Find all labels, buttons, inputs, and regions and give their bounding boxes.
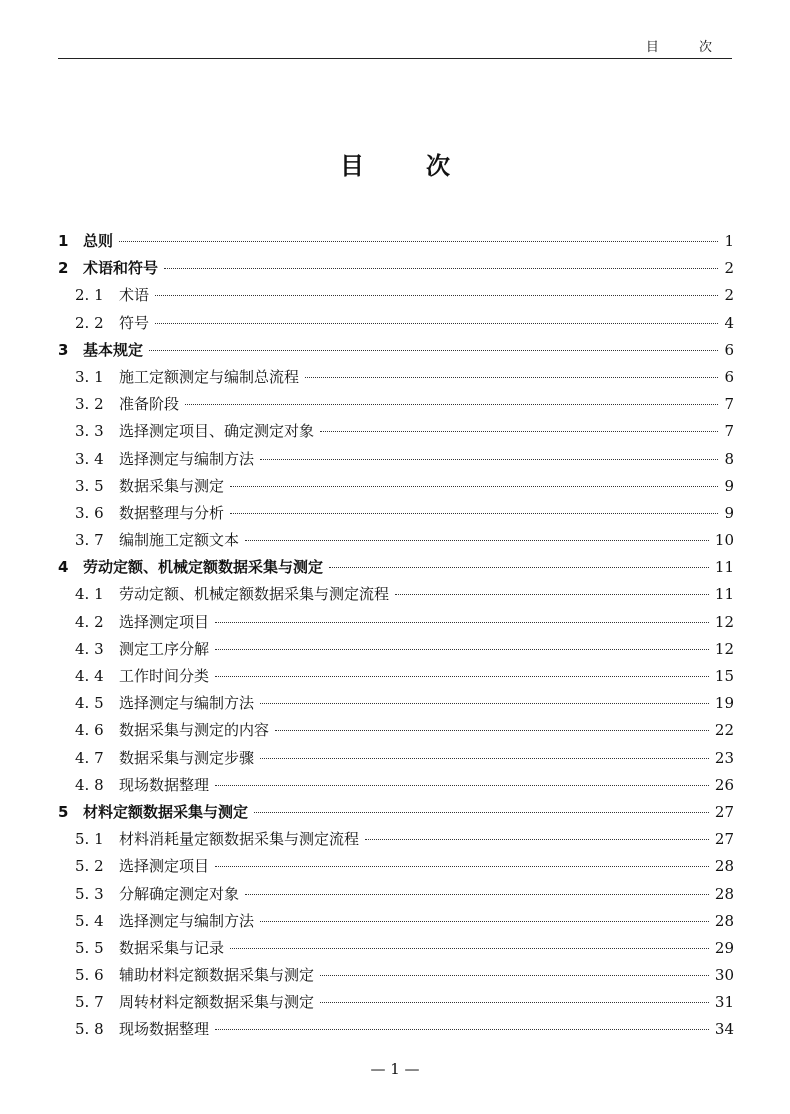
toc-entry-page: 30 xyxy=(714,966,734,985)
toc-entry-number: 4. 6 xyxy=(75,721,104,740)
toc-section-entry[interactable] xyxy=(58,391,734,418)
toc-entry-number: 4. 5 xyxy=(75,694,104,713)
toc-dot-leader xyxy=(320,1002,709,1003)
toc-entry-number: 4. 3 xyxy=(75,639,104,658)
toc-dot-leader xyxy=(260,459,718,460)
toc-dot-leader xyxy=(275,730,709,731)
toc-entry-page: 6 xyxy=(724,367,734,386)
toc-entry-page: 8 xyxy=(724,449,734,468)
toc-entry-number: 2. 1 xyxy=(75,286,104,305)
toc-entry-page: 10 xyxy=(714,531,734,550)
toc-chapter-entry[interactable] xyxy=(58,799,734,826)
toc-dot-leader xyxy=(215,866,709,867)
toc-entry-number: 4. 1 xyxy=(75,585,104,604)
toc-entry-label: 分解确定测定对象 xyxy=(119,884,240,903)
toc-section-entry[interactable] xyxy=(58,1016,734,1043)
toc-entry-number: 2 xyxy=(58,259,69,278)
toc-dot-leader xyxy=(185,404,718,405)
toc-dot-leader xyxy=(230,948,709,949)
toc-section-entry[interactable] xyxy=(58,745,734,772)
toc-dot-leader xyxy=(215,649,709,650)
toc-entry-number: 3. 1 xyxy=(75,367,104,386)
toc-entry-number: 5. 8 xyxy=(75,1020,104,1039)
toc-section-entry[interactable] xyxy=(58,853,734,880)
toc-dot-leader xyxy=(230,513,718,514)
toc-entry-label: 工作时间分类 xyxy=(119,667,210,685)
toc-section-entry[interactable] xyxy=(58,881,734,908)
toc-entry-page: 27 xyxy=(714,830,734,849)
toc-entry-page: 28 xyxy=(714,911,734,930)
toc-dot-leader xyxy=(320,431,718,432)
toc-section-entry[interactable] xyxy=(58,826,734,853)
toc-entry-label: 总则 xyxy=(83,232,114,250)
toc-entry-label: 数据采集与记录 xyxy=(119,938,225,957)
toc-dot-leader xyxy=(254,812,709,813)
toc-entry-page: 28 xyxy=(714,857,734,876)
toc-entry-number: 3. 4 xyxy=(75,449,104,468)
toc-section-entry[interactable] xyxy=(58,364,734,391)
toc-entry-number: 4. 2 xyxy=(75,612,104,631)
toc-entry-page: 23 xyxy=(714,748,734,767)
toc-entry-number: 5. 2 xyxy=(75,857,104,876)
toc-entry-page: 28 xyxy=(714,884,734,903)
toc-entry-number: 5. 1 xyxy=(75,830,104,849)
toc-entry-page: 12 xyxy=(714,639,734,658)
toc-dot-leader xyxy=(230,486,718,487)
toc-section-entry[interactable] xyxy=(58,908,734,935)
toc-section-entry[interactable] xyxy=(58,500,734,527)
toc-entry-page: 29 xyxy=(714,938,734,957)
toc-entry-label: 选择测定与编制方法 xyxy=(119,694,255,713)
toc-entry-number: 5. 7 xyxy=(75,993,104,1012)
toc-section-entry[interactable] xyxy=(58,609,734,636)
toc-section-entry[interactable] xyxy=(58,962,734,989)
toc-entry-label: 数据采集与测定步骤 xyxy=(119,748,255,767)
toc-dot-leader xyxy=(215,785,709,786)
toc-entry-number: 4 xyxy=(58,558,69,577)
toc-entry-page: 2 xyxy=(724,259,734,278)
toc-entry-page: 6 xyxy=(724,340,734,359)
toc-entry-label: 符号 xyxy=(119,313,150,332)
toc-entry-label: 选择测定与编制方法 xyxy=(119,911,255,930)
toc-entry-page: 34 xyxy=(714,1020,734,1039)
table-of-contents xyxy=(58,228,734,1044)
toc-entry-label: 数据采集与测定的内容 xyxy=(119,721,270,740)
toc-entry-label: 选择测定项目 xyxy=(119,612,210,631)
toc-entry-number: 3. 6 xyxy=(75,503,104,522)
toc-entry-page: 31 xyxy=(714,993,734,1012)
toc-section-entry[interactable] xyxy=(58,663,734,690)
toc-dot-leader xyxy=(215,1029,709,1030)
toc-section-entry[interactable] xyxy=(58,636,734,663)
toc-dot-leader xyxy=(155,323,718,324)
toc-section-entry[interactable] xyxy=(58,772,734,799)
page-number: — 1 — xyxy=(370,1060,420,1078)
toc-section-entry[interactable] xyxy=(58,418,734,445)
toc-entry-page: 9 xyxy=(724,503,734,522)
toc-entry-number: 3. 7 xyxy=(75,531,104,550)
toc-dot-leader xyxy=(215,676,709,677)
toc-entry-number: 5. 3 xyxy=(75,884,104,903)
toc-entry-number: 3. 5 xyxy=(75,476,104,495)
toc-dot-leader xyxy=(329,567,709,568)
toc-dot-leader xyxy=(149,350,718,351)
toc-entry-number: 2. 2 xyxy=(75,313,104,332)
toc-dot-leader xyxy=(119,241,718,242)
toc-entry-number: 4. 4 xyxy=(75,667,104,685)
page-title-char-2: 次 xyxy=(426,152,450,180)
toc-entry-number: 5. 6 xyxy=(75,966,104,985)
toc-entry-page: 12 xyxy=(714,612,734,631)
toc-dot-leader xyxy=(245,540,709,541)
toc-section-entry[interactable] xyxy=(58,581,734,608)
toc-dot-leader xyxy=(305,377,718,378)
toc-entry-label: 劳动定额、机械定额数据采集与测定流程 xyxy=(119,585,390,604)
toc-dot-leader xyxy=(395,594,709,595)
toc-entry-label: 术语和符号 xyxy=(83,259,159,278)
toc-entry-number: 5 xyxy=(58,802,69,821)
toc-entry-number: 4. 8 xyxy=(75,775,104,794)
toc-dot-leader xyxy=(260,703,709,704)
toc-entry-label: 施工定额测定与编制总流程 xyxy=(119,367,300,386)
toc-section-entry[interactable] xyxy=(58,446,734,473)
toc-entry-page: 7 xyxy=(724,395,734,414)
toc-section-entry[interactable] xyxy=(58,473,734,500)
toc-chapter-entry[interactable] xyxy=(58,255,734,282)
toc-entry-number: 5. 5 xyxy=(75,938,104,957)
toc-entry-label: 准备阶段 xyxy=(119,395,180,414)
toc-entry-number: 4. 7 xyxy=(75,748,104,767)
toc-entry-page: 15 xyxy=(714,667,734,685)
toc-entry-label: 劳动定额、机械定额数据采集与测定 xyxy=(83,558,324,577)
toc-section-entry[interactable] xyxy=(58,527,734,554)
toc-entry-label: 材料消耗量定额数据采集与测定流程 xyxy=(119,830,360,849)
toc-chapter-entry[interactable] xyxy=(58,554,734,581)
page-title-char-1: 目 xyxy=(340,152,364,180)
toc-entry-label: 数据采集与测定 xyxy=(119,476,225,495)
toc-section-entry[interactable] xyxy=(58,717,734,744)
toc-entry-label: 选择测定项目 xyxy=(119,857,210,876)
running-header-text: 目 次 xyxy=(645,40,730,55)
toc-entry-label: 现场数据整理 xyxy=(119,775,210,794)
toc-entry-number: 3. 3 xyxy=(75,422,104,441)
toc-entry-label: 编制施工定额文本 xyxy=(119,531,240,550)
toc-dot-leader xyxy=(365,839,709,840)
toc-dot-leader xyxy=(245,894,709,895)
toc-entry-page: 9 xyxy=(724,476,734,495)
toc-entry-number: 3. 2 xyxy=(75,395,104,414)
toc-entry-label: 数据整理与分析 xyxy=(119,503,225,522)
toc-section-entry[interactable] xyxy=(58,935,734,962)
toc-entry-page: 11 xyxy=(714,558,734,577)
toc-section-entry[interactable] xyxy=(58,690,734,717)
toc-entry-number: 3 xyxy=(58,340,69,359)
toc-entry-label: 周转材料定额数据采集与测定 xyxy=(119,993,315,1012)
toc-entry-page: 1 xyxy=(724,232,734,250)
toc-entry-label: 选择测定项目、确定测定对象 xyxy=(119,422,315,441)
toc-entry-label: 现场数据整理 xyxy=(119,1020,210,1039)
toc-dot-leader xyxy=(155,295,718,296)
toc-entry-label: 材料定额数据采集与测定 xyxy=(83,802,249,821)
running-header xyxy=(58,30,732,59)
toc-entry-label: 辅助材料定额数据采集与测定 xyxy=(119,966,315,985)
toc-chapter-entry[interactable] xyxy=(58,337,734,364)
toc-entry-page: 22 xyxy=(714,721,734,740)
toc-entry-page: 19 xyxy=(714,694,734,713)
toc-chapter-entry[interactable] xyxy=(58,228,734,255)
toc-entry-label: 术语 xyxy=(119,286,150,305)
toc-entry-page: 4 xyxy=(724,313,734,332)
toc-entry-page: 2 xyxy=(724,286,734,305)
page-title xyxy=(0,146,790,181)
toc-entry-number: 5. 4 xyxy=(75,911,104,930)
toc-entry-label: 测定工序分解 xyxy=(119,639,210,658)
toc-dot-leader xyxy=(260,758,709,759)
toc-section-entry[interactable] xyxy=(58,310,734,337)
toc-entry-page: 7 xyxy=(724,422,734,441)
toc-dot-leader xyxy=(164,268,718,269)
toc-entry-page: 11 xyxy=(714,585,734,604)
toc-entry-label: 基本规定 xyxy=(83,340,144,359)
toc-entry-page: 26 xyxy=(714,775,734,794)
toc-section-entry[interactable] xyxy=(58,282,734,309)
toc-dot-leader xyxy=(320,975,709,976)
toc-entry-label: 选择测定与编制方法 xyxy=(119,449,255,468)
toc-entry-number: 1 xyxy=(58,232,69,250)
toc-section-entry[interactable] xyxy=(58,989,734,1016)
toc-entry-page: 27 xyxy=(714,802,734,821)
toc-dot-leader xyxy=(215,622,709,623)
toc-dot-leader xyxy=(260,921,709,922)
